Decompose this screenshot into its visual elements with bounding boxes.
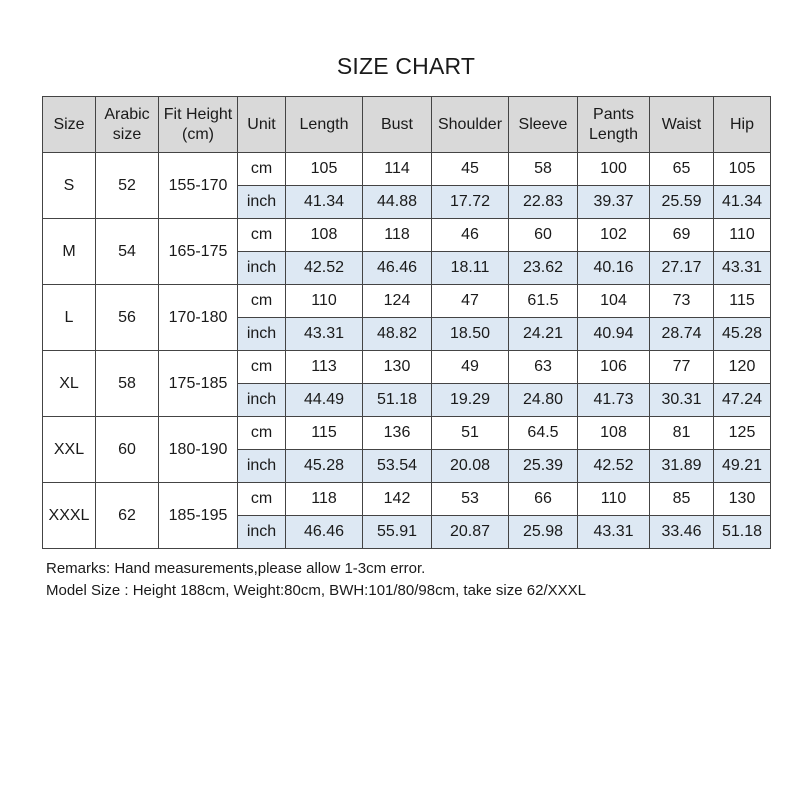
unit-cell: inch xyxy=(238,318,286,351)
pants-length-cell: 106 xyxy=(578,351,650,384)
header-hip: Hip xyxy=(714,97,771,153)
waist-cell: 30.31 xyxy=(650,384,714,417)
header-unit: Unit xyxy=(238,97,286,153)
shoulder-cell: 20.08 xyxy=(432,450,509,483)
shoulder-cell: 19.29 xyxy=(432,384,509,417)
fit-height-cell: 170-180 xyxy=(159,285,238,351)
hip-cell: 49.21 xyxy=(714,450,771,483)
pants-length-cell: 42.52 xyxy=(578,450,650,483)
hip-cell: 110 xyxy=(714,219,771,252)
bust-cell: 142 xyxy=(363,483,432,516)
length-cell: 44.49 xyxy=(286,384,363,417)
size-chart-table xyxy=(42,96,771,549)
shoulder-cell: 20.87 xyxy=(432,516,509,549)
sleeve-cell: 61.5 xyxy=(509,285,578,318)
waist-cell: 31.89 xyxy=(650,450,714,483)
shoulder-cell: 51 xyxy=(432,417,509,450)
table-row xyxy=(43,417,771,450)
sleeve-cell: 23.62 xyxy=(509,252,578,285)
chart-title: SIZE CHART xyxy=(336,53,476,79)
unit-cell: cm xyxy=(238,153,286,186)
table-row xyxy=(43,483,771,516)
table-row xyxy=(43,285,771,318)
shoulder-cell: 53 xyxy=(432,483,509,516)
length-cell: 43.31 xyxy=(286,318,363,351)
remarks-model-size: Model Size : Height 188cm, Weight:80cm, BWH:101/80/98cm, take size 62/XXXL xyxy=(46,582,586,599)
unit-cell: inch xyxy=(238,450,286,483)
pants-length-cell: 104 xyxy=(578,285,650,318)
waist-cell: 69 xyxy=(650,219,714,252)
bust-cell: 55.91 xyxy=(363,516,432,549)
waist-cell: 28.74 xyxy=(650,318,714,351)
size-cell: S xyxy=(43,153,96,219)
shoulder-cell: 18.11 xyxy=(432,252,509,285)
header-shoulder: Shoulder xyxy=(432,97,509,153)
shoulder-cell: 17.72 xyxy=(432,186,509,219)
bust-cell: 51.18 xyxy=(363,384,432,417)
sleeve-cell: 60 xyxy=(509,219,578,252)
bust-cell: 124 xyxy=(363,285,432,318)
unit-cell: inch xyxy=(238,516,286,549)
length-cell: 45.28 xyxy=(286,450,363,483)
bust-cell: 46.46 xyxy=(363,252,432,285)
size-cell: XXXL xyxy=(43,483,96,549)
unit-cell: inch xyxy=(238,186,286,219)
sleeve-cell: 63 xyxy=(509,351,578,384)
fit-height-cell: 175-185 xyxy=(159,351,238,417)
waist-cell: 85 xyxy=(650,483,714,516)
arabic-size-cell: 60 xyxy=(96,417,159,483)
waist-cell: 65 xyxy=(650,153,714,186)
shoulder-cell: 49 xyxy=(432,351,509,384)
hip-cell: 105 xyxy=(714,153,771,186)
waist-cell: 27.17 xyxy=(650,252,714,285)
length-cell: 41.34 xyxy=(286,186,363,219)
hip-cell: 120 xyxy=(714,351,771,384)
pants-length-cell: 102 xyxy=(578,219,650,252)
bust-cell: 48.82 xyxy=(363,318,432,351)
hip-cell: 41.34 xyxy=(714,186,771,219)
header-bust: Bust xyxy=(363,97,432,153)
fit-height-cell: 155-170 xyxy=(159,153,238,219)
shoulder-cell: 45 xyxy=(432,153,509,186)
waist-cell: 25.59 xyxy=(650,186,714,219)
table-row xyxy=(43,219,771,252)
unit-cell: cm xyxy=(238,285,286,318)
bust-cell: 118 xyxy=(363,219,432,252)
arabic-size-cell: 52 xyxy=(96,153,159,219)
sleeve-cell: 25.39 xyxy=(509,450,578,483)
table-row xyxy=(43,351,771,384)
waist-cell: 73 xyxy=(650,285,714,318)
bust-cell: 136 xyxy=(363,417,432,450)
pants-length-cell: 43.31 xyxy=(578,516,650,549)
unit-cell: inch xyxy=(238,384,286,417)
bust-cell: 114 xyxy=(363,153,432,186)
header-row xyxy=(43,97,771,153)
hip-cell: 45.28 xyxy=(714,318,771,351)
size-cell: M xyxy=(43,219,96,285)
header-fit-height: Fit Height (cm) xyxy=(159,97,238,153)
hip-cell: 43.31 xyxy=(714,252,771,285)
remarks xyxy=(46,558,586,602)
length-cell: 118 xyxy=(286,483,363,516)
sleeve-cell: 64.5 xyxy=(509,417,578,450)
sleeve-cell: 25.98 xyxy=(509,516,578,549)
waist-cell: 33.46 xyxy=(650,516,714,549)
header-sleeve: Sleeve xyxy=(509,97,578,153)
size-cell: L xyxy=(43,285,96,351)
header-length: Length xyxy=(286,97,363,153)
sleeve-cell: 66 xyxy=(509,483,578,516)
sleeve-cell: 22.83 xyxy=(509,186,578,219)
unit-cell: cm xyxy=(238,483,286,516)
arabic-size-cell: 56 xyxy=(96,285,159,351)
pants-length-cell: 40.16 xyxy=(578,252,650,285)
fit-height-cell: 165-175 xyxy=(159,219,238,285)
pants-length-cell: 100 xyxy=(578,153,650,186)
length-cell: 113 xyxy=(286,351,363,384)
shoulder-cell: 47 xyxy=(432,285,509,318)
header-pants-length: Pants Length xyxy=(578,97,650,153)
length-cell: 46.46 xyxy=(286,516,363,549)
header-size: Size xyxy=(43,97,96,153)
unit-cell: cm xyxy=(238,351,286,384)
unit-cell: cm xyxy=(238,219,286,252)
hip-cell: 130 xyxy=(714,483,771,516)
arabic-size-cell: 62 xyxy=(96,483,159,549)
bust-cell: 53.54 xyxy=(363,450,432,483)
sleeve-cell: 24.21 xyxy=(509,318,578,351)
header-arabic-size: Arabic size xyxy=(96,97,159,153)
pants-length-cell: 40.94 xyxy=(578,318,650,351)
hip-cell: 47.24 xyxy=(714,384,771,417)
table-body xyxy=(43,153,771,549)
fit-height-cell: 180-190 xyxy=(159,417,238,483)
pants-length-cell: 41.73 xyxy=(578,384,650,417)
waist-cell: 81 xyxy=(650,417,714,450)
pants-length-cell: 110 xyxy=(578,483,650,516)
unit-cell: inch xyxy=(238,252,286,285)
fit-height-cell: 185-195 xyxy=(159,483,238,549)
table-row xyxy=(43,153,771,186)
pants-length-cell: 108 xyxy=(578,417,650,450)
arabic-size-cell: 54 xyxy=(96,219,159,285)
pants-length-cell: 39.37 xyxy=(578,186,650,219)
shoulder-cell: 18.50 xyxy=(432,318,509,351)
sleeve-cell: 58 xyxy=(509,153,578,186)
length-cell: 42.52 xyxy=(286,252,363,285)
remarks-measurement-note: Remarks: Hand measurements,please allow 1-3cm error. xyxy=(46,560,426,577)
length-cell: 105 xyxy=(286,153,363,186)
sleeve-cell: 24.80 xyxy=(509,384,578,417)
hip-cell: 115 xyxy=(714,285,771,318)
length-cell: 108 xyxy=(286,219,363,252)
hip-cell: 51.18 xyxy=(714,516,771,549)
unit-cell: cm xyxy=(238,417,286,450)
shoulder-cell: 46 xyxy=(432,219,509,252)
length-cell: 110 xyxy=(286,285,363,318)
waist-cell: 77 xyxy=(650,351,714,384)
bust-cell: 130 xyxy=(363,351,432,384)
length-cell: 115 xyxy=(286,417,363,450)
bust-cell: 44.88 xyxy=(363,186,432,219)
size-cell: XXL xyxy=(43,417,96,483)
header-waist: Waist xyxy=(650,97,714,153)
arabic-size-cell: 58 xyxy=(96,351,159,417)
size-cell: XL xyxy=(43,351,96,417)
hip-cell: 125 xyxy=(714,417,771,450)
